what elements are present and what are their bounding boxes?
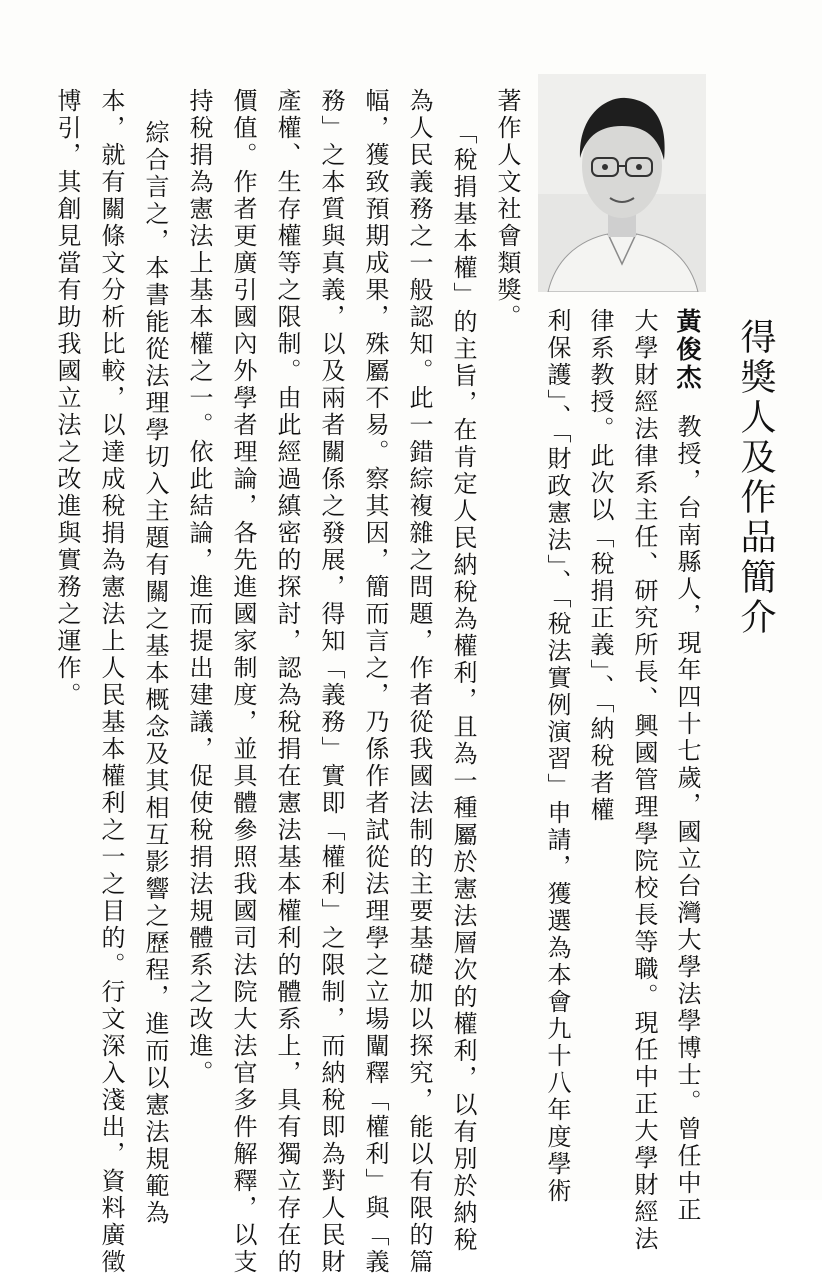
body-text-line: 幅，獲致預期成果，殊屬不易。察其因，簡而言之，乃係作者試從法理學之立場闡釋「權利」與「義: [361, 88, 389, 1276]
body-text-line: 持稅捐為憲法上基本權之一。依此結論，進而提出建議，促使稅捐法規體系之改進。: [185, 88, 213, 1087]
author-intro-line: 大學財經法律系主任、研究所長、興國管理學院校長等職。現任中正大學財經法: [630, 308, 658, 1253]
author-photo: [538, 74, 706, 292]
body-text-line: 產權、生存權等之限制。由此經過縝密的探討，認為稅捐在憲法基本權利的體系上，具有獨立存在的: [273, 88, 301, 1276]
body-text-line: 務」之本質與真義，以及兩者關係之發展，得知「義務」實即「權利」之限制，而納稅即為對人民財: [317, 88, 345, 1276]
author-intro-line: 利保護」、「財政憲法」、「稅法實例演習」申請，獲選為本會九十八年度學術: [543, 308, 571, 1205]
body-text-line: 博引，其創見當有助我國立法之改進與實務之運作。: [53, 88, 81, 709]
body-text-line: 為人民義務之一般認知。此一錯綜複雜之問題，作者從我國法制的主要基礎加以探究，能以有限的篇: [405, 88, 433, 1276]
author-name: 黃俊杰: [673, 308, 702, 392]
body-text-line: 本，就有關條文分析比較，以達成稅捐為憲法上人民基本權利之一之目的。行文深入淺出，資料廣徵: [97, 88, 125, 1276]
body-text-line: 價值。作者更廣引國內外學者理論，各先進國家制度，並具體參照我國司法院大法官多件解釋，以支: [229, 88, 257, 1276]
body-text-line: 綜合言之，本書能從法理學切入主題有關之基本概念及其相互影響之歷程，進而以憲法規範為: [141, 120, 169, 1227]
author-intro-line: 著作人文社會類獎。: [493, 88, 521, 331]
author-intro-line: 律系教授。此次以「稅捐正義」、「納稅者權: [586, 308, 614, 824]
body-text-line: 「稅捐基本權」的主旨，在肯定人民納稅為權利，且為一種屬於憲法層次的權利，以有別於納稅: [449, 120, 477, 1254]
author-intro-line: 黃俊杰教授，台南縣人，現年四十七歲，國立台灣大學法學博士。曾任中正: [673, 308, 702, 1224]
page-title: 得獎人及作品簡介: [735, 318, 776, 638]
